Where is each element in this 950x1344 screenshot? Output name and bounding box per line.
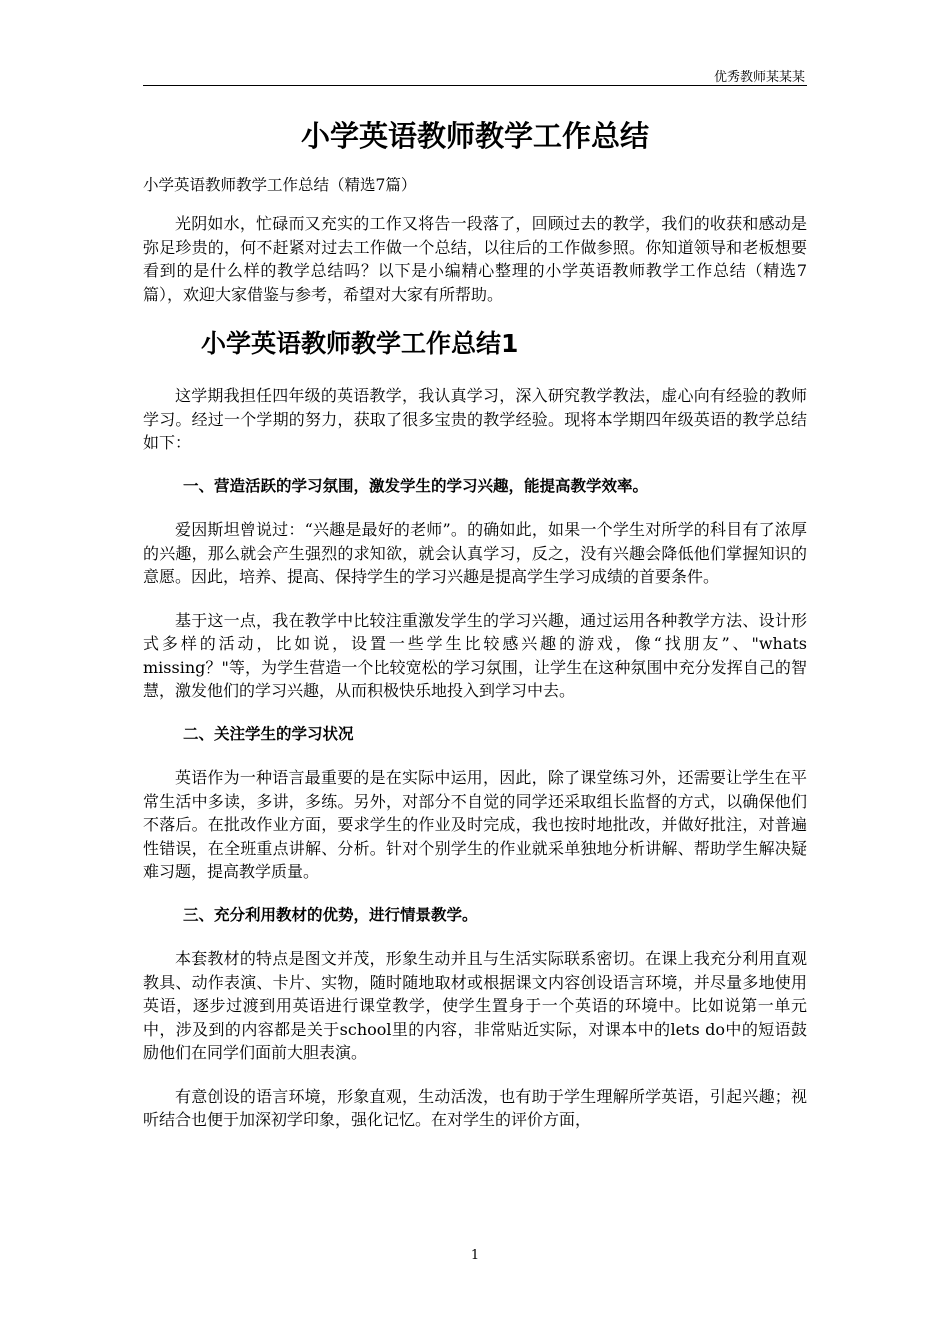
intro-paragraph: 光阴如水，忙碌而又充实的工作又将告一段落了，回顾过去的教学，我们的收获和感动是弥足珍贵的，何不赶紧对过去工作做一个总结，以往后的工作做参照。你知道领导和老板想要看到的是什么样的教学总结吗？以下是小编精心整理的小学英语教师教学工作总结（精选7篇），欢迎大家借鉴与参考，希望对大家有所帮助。 xyxy=(143,214,807,304)
subheading-learning-status: 二、关注学生的学习状况 xyxy=(183,724,354,743)
body-paragraph: 这学期我担任四年级的英语教学，我认真学习，深入研究教学教法，虚心向有经验的教师学习。经过一个学期的努力，获取了很多宝贵的教学经验。现将本学期四年级英语的教学总结如下： xyxy=(143,386,807,452)
subheading-interest: 一、营造活跃的学习氛围，激发学生的学习兴趣，能提高教学效率。 xyxy=(183,476,649,495)
page-header-author: 优秀教师某某某 xyxy=(713,70,805,85)
header-divider xyxy=(143,85,807,86)
page-number: 1 xyxy=(470,1248,480,1263)
body-paragraph: 基于这一点，我在教学中比较注重激发学生的学习兴趣，通过运用各种教学方法、设计形式多样的活动，比如说，设置一些学生比较感兴趣的游戏，像“找朋友”、"whats missing？"等，为学生营造一个比较宽松的学习氛围，让学生在这种氛围中充分发挥自己的智慧，激发他们的学习兴趣，从而积极快乐地投入到学习中去。 xyxy=(143,610,807,700)
document-subtitle: 小学英语教师教学工作总结（精选7篇） xyxy=(143,176,417,194)
subheading-situational-teaching: 三、充分利用教材的优势，进行情景教学。 xyxy=(183,905,478,924)
body-paragraph: 英语作为一种语言最重要的是在实际中运用，因此，除了课堂练习外，还需要让学生在平常生活中多读，多讲，多练。另外，对部分不自觉的同学还采取组长监督的方式，以确保他们不落后。在批改作业方面，要求学生的作业及时完成，我也按时地批改，并做好批注，对普遍性错误，在全班重点讲解、分析。针对个别学生的作业就采单独地分析讲解、帮助学生解决疑难习题，提高教学质量。 xyxy=(143,768,807,881)
document-title: 小学英语教师教学工作总结 xyxy=(300,119,649,153)
body-paragraph: 爱因斯坦曾说过：“兴趣是最好的老师”。的确如此，如果一个学生对所学的科目有了浓厚的兴趣，那么就会产生强烈的求知欲，就会认真学习，反之，没有兴趣会降低他们掌握知识的意愿。因此，培养、提高、保持学生的学习兴趣是提高学生学习成绩的首要条件。 xyxy=(143,520,807,586)
body-paragraph: 本套教材的特点是图文并茂，形象生动并且与生活实际联系密切。在课上我充分利用直观教具、动作表演、卡片、实物，随时随地取材或根据课文内容创设语言环境，并尽量多地使用英语，逐步过渡到用英语进行课堂教学，使学生置身于一个英语的环境中。比如说第一单元中，涉及到的内容都是关于school里的内容，非常贴近实际，对课本中的lets do中的短语鼓励他们在同学们面前大胆表演。 xyxy=(143,949,807,1062)
document-body xyxy=(143,212,807,1152)
body-paragraph: 有意创设的语言环境，形象直观，生动活泼，也有助于学生理解所学英语，引起兴趣；视听结合也便于加深初学印象，强化记忆。在对学生的评价方面， xyxy=(143,1086,807,1129)
section-title: 小学英语教师教学工作总结1 xyxy=(201,329,519,358)
